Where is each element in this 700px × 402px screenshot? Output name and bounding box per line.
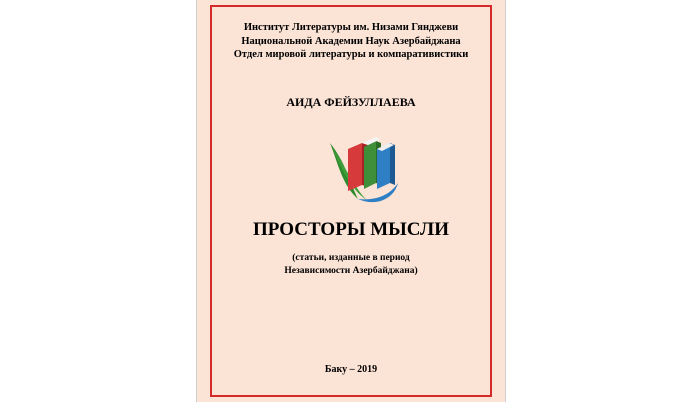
- institution-line: Отдел мировой литературы и компаративистики: [233, 49, 469, 60]
- institution-line: Национальной Академии Наук Азербайджана: [241, 35, 461, 47]
- subtitle-line: Независимости Азербайджана): [284, 266, 418, 276]
- book-subtitle: [212, 252, 490, 278]
- author-name: АИДА ФЕЙЗУЛЛАЕВА: [286, 95, 416, 109]
- book-cover: [196, 0, 506, 402]
- subtitle-line: (статьи, изданные в период: [292, 253, 410, 263]
- book-title: ПРОСТОРЫ МЫСЛИ: [253, 219, 449, 240]
- books-leaf-logo-icon: [328, 133, 408, 207]
- institution-line: Институт Литературы им. Низами Гянджеви: [243, 22, 459, 33]
- cover-frame: [210, 5, 492, 397]
- institution-block: [212, 21, 490, 62]
- place-year: Баку – 2019: [324, 364, 378, 375]
